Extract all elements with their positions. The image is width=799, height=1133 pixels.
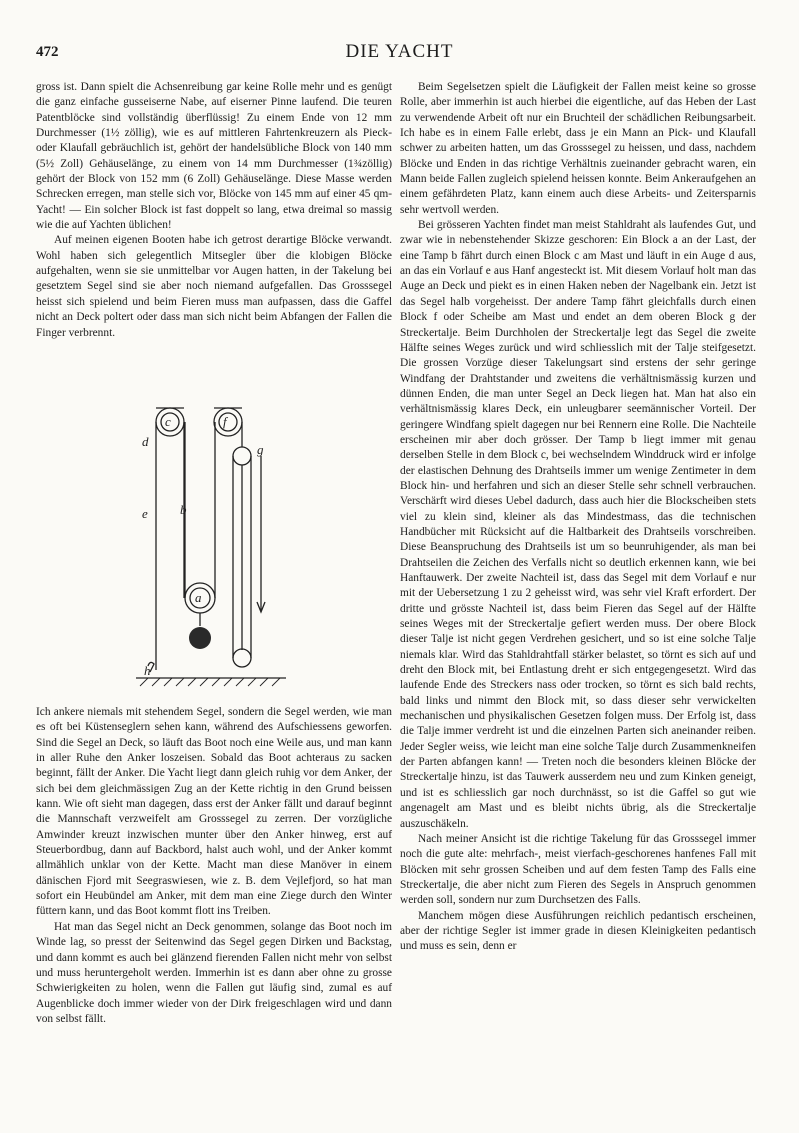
paragraph: Auf meinen eigenen Booten habe ich getrost derartige Blöcke verwandt. Wohl haben sich gelegentlich Mitsegler über die klobigen Blöcke aufgehalten, wenn sie sie unmittelbar vor Augen hatten, in der Takelung bei gesetztem Segel sind sie aber noch niemand aufgefallen. Das Grosssegel heisst sich spielend und beim Fieren muss man aufpassen, dass die Gaffel nicht an Deck poltert oder dass man sich nicht beim Abfangen der Fallen die Finger verbrennt. <box>36 234 392 339</box>
left-column-top <box>36 80 392 341</box>
label-h: h <box>144 663 151 678</box>
block-g <box>233 447 251 465</box>
label-f: f <box>223 414 227 429</box>
paragraph: Bei grösseren Yachten findet man meist Stahldraht als laufendes Gut, und zwar wie in nebenstehender Skizze geschoren: Ein Block a an der Last, der eine Tamp b fährt durch einen Block c am Mast und läuft in ein Auge d aus, an das ein Vorlauf e aus Hanf angesteckt ist. Mit diesem Vorlauf holt man das Auge an Deck und piekt es in einen Haken neben der Nagelbank ein. Jetzt ist das Segel halb vorgeheisst. Der andere Tamp fährt gleichfalls durch einen Block f oder Scheibe am Mast und endet an dem oberen Block g der Streckertalje. Beim Durchholen der Streckertalje legt das Segel die zweite Hälfte seines Weges zurück und wird schliesslich mit der Talje steifgesetzt. Die grossen Vorzüge dieser Takelungsart sind erstens der sehr geringe Windfang der Drahtstander und zweitens die verhältnismässig kurzen und dünnen Enden, die man unter Segel an Deck liegen hat. Man hat also ein verhältnismässig klares Deck, ein unleugbarer seemännischer Vorteil. Der geringere Windfang spielt dagegen nur bei Rennern eine Rolle. Die Nachteile erscheinen mir aber doch grösser. Der Tamp b liegt immer mit genau derselben Stelle in dem Block c, bei wechselndem Winddruck wird er infolge der elastischen Dehnung des Drahtseils immer um wenige Zentimeter in dem Block hin- und herfahren und sich an dieser Stelle sehr schnell verbrauchen. Verschärft wird dieses Uebel dadurch, dass auch hier die Blockscheiben stets viel zu klein sind, kleiner als das Mindestmass, das die technischen Handbücher mit Rücksicht auf die Haltbarkeit des Drahtseils vorschreiben. Diese Beanspruchung des Drahtseils ist um so beunruhigender, als man bei Drahtseilen die Zeichen des Verfalls nicht so deutlich erkennen kann, wie bei Hanftauwerk. Der zweite Nachteil ist, dass das Segel mit dem Vorlauf e nur mit der Uebersetzung 1 zu 2 geheisst wird, was sehr viel Kraft erfordert. Der dritte und grösste Nachteil ist, dass beim Fieren das Segel auf der Hälfte seines Weges mit der Streckertalje gefiert werden muss. Der obere Block dieser Talje ist nicht gegen Verdrehen gesichert, und so ist eine solche Talje niemals klar. Wird das Stahldrahtfall stärker belastet, so törnt es sich auf und dreht den Block mit, bei Entlastung dreht er sich entgegengesetzt. Wird das laufende Ende des Streckers nass oder trocken, so törnt es sich bald rechts, bald links und nimmt den Block mit, so dass dieser sehr verwickelten mechanischen und physikalischen Gesetzen folgen muss. Der Erfolg ist, dass die Talje immer verdreht ist und die einzelnen Parten sich aneinander reiben. Jeder Segler weiss, wie leicht man eine solche Talje durch Zusammenkneifen der Parten abfangen kann! — Treten noch die besonders kleinen Blöcke der Streckertalje hinzu, ist das Tauwerk ausserdem neu und zum Kinken geneigt, und ist es schliesslich gar noch durchnässt, so ist die Gaffel so gut wie angenagelt am Mast und es bleibt nichts übrig, als die Streckertalje auszuschäkeln. <box>400 219 756 830</box>
label-g: g <box>257 442 264 457</box>
label-b: b <box>180 502 187 517</box>
rigging-diagram-svg <box>136 388 286 693</box>
left-column-bottom <box>36 705 392 1027</box>
label-c: c <box>165 414 171 429</box>
paragraph: Manchem mögen diese Ausführungen reichlich pedantisch erscheinen, aber der richtige Segler ist immer grade in diesen Kleinigkeiten pedantisch und muss es sein, denn er <box>400 909 756 953</box>
rigging-diagram <box>136 388 286 693</box>
right-column <box>400 80 756 955</box>
label-e: e <box>142 506 148 521</box>
paragraph: gross ist. Dann spielt die Achsenreibung gar keine Rolle mehr und es genügt die ganz einfache gusseiserne Nabe, auf eiserner Pinne laufend. Die teuren Patentblöcke sind vollständig überflüssig! Zu einem Ende von 12 mm Durchmesser (1½ zöllig), wie es auf mittleren Fahrtenkreuzern als Pieck- oder Klaufall gebräuchlich ist, gehört der handelsübliche Block von 140 mm (5½ Zoll) Gehäuselänge, zu einem von 14 mm Durchmesser (1¾zöllig) gehört der Block von 152 mm (6 Zoll) Gehäuselänge. Diese Masse werden Schrecken erregen, man stelle sich vor, Blöcke von 145 mm auf einer 45 qm-Yacht! — Ein solcher Block ist fast doppelt so lang, etwa dreimal so massig wie die auf Yachten üblichen! <box>36 81 392 232</box>
paragraph: Hat man das Segel nicht an Deck genommen, solange das Boot noch im Winde lag, so presst der Seitenwind das Segel gegen Dirken und Backstag, und dann kommt es auch bei glänzend fierenden Fallen nicht mehr von selbst und muss heruntergeholt werden. Immerhin ist es dann aber ohne zu grosse Schwierigkeiten zu holen, wenn die Fallen gut läufig sind, zumal es auf Augenblicke doch immer wieder von der Dirk freigeschlagen wird und dann von selbst fällt. <box>36 920 392 1025</box>
running-head: DIE YACHT <box>345 41 454 62</box>
paragraph: Ich ankere niemals mit stehendem Segel, sondern die Segel werden, wie man es oft bei Küstenseglern sehen kann, während des Aufschiessens geworfen. Sind die Segel an Deck, so läuft das Boot noch eine Weile aus, und man kann in aller Ruhe den Anker loszeisen. Sobald das Boot achteraus zu sacken beginnt, fällt der Anker. Die Yacht liegt dann gleich ruhig vor dem Anker, der sich bei dem gleichmässigen Zug an der Kette richtig in den Grund beissen kann. Wie oft sieht man dagegen, dass erst der Anker fällt und darauf beginnt die Mannschaft verzweifelt am Grosssegel zu zerren. Der vorzügliche Amwinder kreuzt inzwischen munter über den Anker hinweg, erst auf Steuerbordbug, dann auf Backbord, halst auch wohl, und der Anker kommt allmählich unklar von der Kette. Macht man diese Manöver in einem dänischen Fjord mit Seegraswiesen, wie z. B. dem Vejlefjord, so hat man sofort ein Heubündel am Anker, mit dem man eine Ziege durch den Winter füttern kann, und das Boot kommt flott ins Treiben. <box>36 706 392 918</box>
paragraph: Beim Segelsetzen spielt die Läufigkeit der Fallen meist keine so grosse Rolle, aber immerhin ist auch hierbei die eigentliche, auf das Heben der Last zu verwendende Arbeit oft nur ein Bruchteil der schädlichen Reibungsarbeit. Ich habe es in einem Falle erlebt, dass je ein Mann an Pick- und Klaufall schwer zu arbeiten hatten, um das Grosssegel zu heissen, und dass, nachdem Blöcke und Enden in das richtige Verhältnis zueinander gebracht waren, ein Mann beide Fallen zugleich spielend heissen konnte. Beim Ankeraufgehen an einem gefährdeten Platz, kann einem auch diese Arbeits- und Zeitersparnis sehr wertvoll werden. <box>400 81 756 216</box>
page-number: 472 <box>36 44 59 60</box>
lower-block <box>233 649 251 667</box>
label-d: d <box>142 434 149 449</box>
label-a: a <box>195 590 202 605</box>
block-f <box>214 408 242 436</box>
weight <box>189 627 211 649</box>
paragraph: Nach meiner Ansicht ist die richtige Takelung für das Grosssegel immer noch die gute alte: mehrfach-, meist vierfach-geschorenes hanfenes Fall mit Blöcken mit sehr grossen Scheiben und auf dem festen Tamp des Falls eine Streckertalje, die aber nicht zum Fieren des Segels in Anspruch genommen werden soll, sondern nur zum Durchsetzen des Falls. <box>400 832 756 907</box>
